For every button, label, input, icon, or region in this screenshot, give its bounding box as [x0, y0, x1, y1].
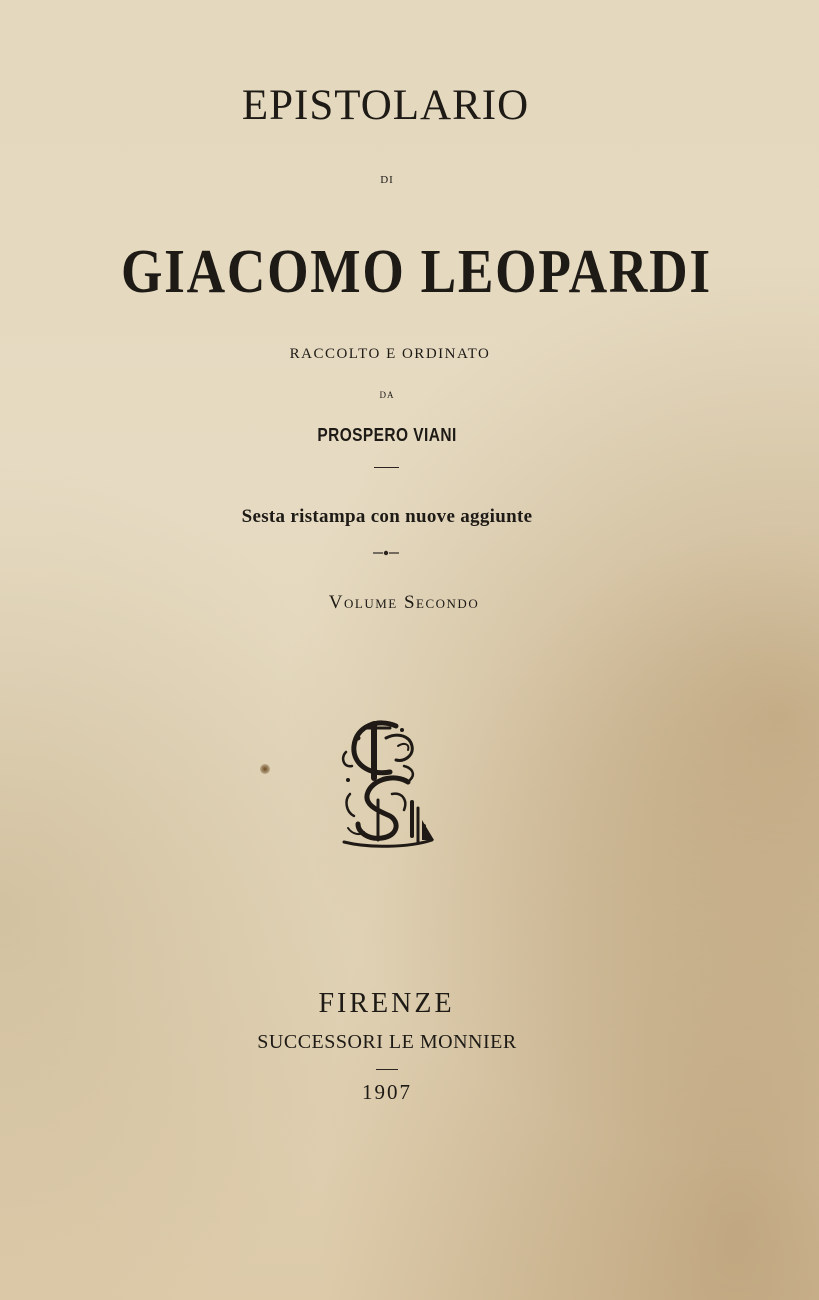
foxing-spot — [260, 764, 270, 774]
editor-name: PROSPERO VIANI — [317, 425, 457, 445]
edition-statement: Sesta ristampa con nuove aggiunte — [241, 506, 533, 527]
author-name: GIACOMO LEOPARDI — [120, 238, 712, 306]
compiled-by-line: RACCOLTO E ORDINATO — [289, 346, 491, 362]
publication-year: 1907 — [362, 1080, 412, 1104]
dash-dot-ornament-icon — [372, 548, 400, 558]
monogram-seal-icon — [338, 716, 438, 851]
divider-rule — [374, 467, 399, 468]
preposition-di: DI — [380, 174, 394, 186]
publisher-name: SUCCESSORI LE MONNIER — [257, 1031, 517, 1053]
preposition-da: DA — [379, 390, 395, 400]
publication-city: FIRENZE — [318, 988, 455, 1019]
divider-rule — [376, 1069, 398, 1070]
book-title: EPISTOLARIO — [241, 82, 530, 129]
volume-number: Volume Secondo — [328, 592, 480, 613]
